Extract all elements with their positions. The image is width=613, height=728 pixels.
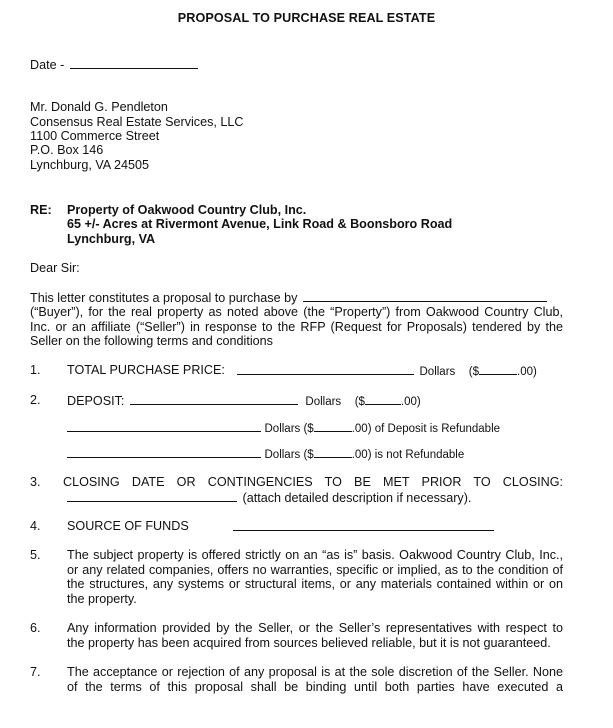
not-refundable-amount-blank[interactable] — [314, 446, 352, 458]
item-5-line-2: or any related companies, offers no warranties, specific or implied, as to the condition of — [67, 563, 563, 577]
intro-line-1 — [30, 290, 547, 306]
recipient-street: 1100 Commerce Street — [30, 129, 160, 143]
closing-date-blank[interactable] — [67, 490, 237, 502]
deposit-words-blank[interactable] — [130, 393, 298, 405]
date-blank[interactable] — [70, 57, 198, 69]
intro-line-1-text: This letter constitutes a proposal to purchase by — [30, 291, 298, 305]
item-3-note: (attach detailed description if necessary). — [242, 491, 472, 505]
item-6-line-1: Any information provided by the Seller, or the Seller’s representatives with respect to — [67, 621, 563, 635]
item-2-paren-close: .00) — [400, 396, 421, 408]
intro-line-3: Inc. or an affiliate (“Seller”) in response to the RFP (Request for Proposals) tendered by the — [30, 320, 563, 334]
salutation: Dear Sir: — [30, 261, 80, 275]
item-7-line-2: of the terms of this proposal shall be binding until both parties have executed a — [67, 680, 563, 694]
recipient-city: Lynchburg, VA 24505 — [30, 158, 150, 172]
item-4-field — [233, 519, 494, 535]
intro-line-4: Seller on the following terms and conditions — [30, 334, 273, 348]
intro-line-2: (“Buyer”), for the real property as noted above (the “Property”) from Oakwood Country Club, — [30, 305, 563, 319]
item-1-label: TOTAL PURCHASE PRICE: — [67, 363, 225, 377]
re-line-3: Lynchburg, VA — [67, 232, 156, 246]
recipient-name: Mr. Donald G. Pendleton — [30, 100, 168, 114]
item-1-fields — [237, 363, 537, 380]
item-6-line-2: the property has been acquired from sources believed reliable, but it is not guaranteed. — [67, 636, 551, 650]
date-line — [30, 57, 198, 73]
refundable-dollars-label: Dollars ($ — [264, 423, 314, 435]
deposit-amount-blank[interactable] — [365, 393, 401, 405]
re-line-2: 65 +/- Acres at Rivermont Avenue, Link Road & Boonsboro Road — [67, 217, 453, 231]
item-5-number: 5. — [30, 548, 41, 562]
item-5-line-3: the structures, any systems or structural items, or any materials contained within or on — [67, 577, 563, 591]
re-line-1: Property of Oakwood Country Club, Inc. — [67, 203, 307, 217]
recipient-po-box: P.O. Box 146 — [30, 143, 104, 157]
item-7-number: 7. — [30, 665, 41, 679]
item-4-number: 4. — [30, 519, 41, 533]
item-5-line-4: the property. — [67, 592, 137, 606]
item-4-label: SOURCE OF FUNDS — [67, 519, 189, 533]
not-refundable-words-blank[interactable] — [67, 446, 261, 458]
purchase-price-words-blank[interactable] — [237, 363, 414, 375]
re-label: RE: — [30, 203, 52, 217]
source-of-funds-blank[interactable] — [233, 519, 494, 531]
refundable-line — [67, 420, 500, 437]
item-1-paren-open: ($ — [468, 366, 480, 378]
recipient-company: Consensus Real Estate Services, LLC — [30, 115, 244, 129]
item-1-number: 1. — [30, 363, 41, 377]
item-3-label-wrap — [63, 475, 563, 490]
date-label: Date - — [30, 58, 65, 72]
item-5-line-1: The subject property is offered strictly on an “as is” basis. Oakwood Country Club, Inc., — [67, 548, 563, 562]
item-2-paren-open: ($ — [354, 396, 365, 408]
item-2-number: 2. — [30, 393, 41, 407]
item-2-dollars-label: Dollars — [305, 396, 342, 408]
item-7-line-1: The acceptance or rejection of any proposal is at the sole discretion of the Seller. None — [67, 665, 563, 679]
item-2-label — [67, 393, 421, 410]
not-refundable-dollars-label: Dollars ($ — [264, 449, 314, 461]
item-2-label-text: DEPOSIT: — [67, 394, 125, 408]
item-3-line-2 — [67, 490, 471, 506]
page-title: PROPOSAL TO PURCHASE REAL ESTATE — [177, 11, 436, 25]
not-refundable-line — [67, 446, 464, 463]
refundable-words-blank[interactable] — [67, 420, 261, 432]
item-1-paren-close: .00) — [517, 366, 537, 378]
item-3-label: CLOSING DATE OR CONTINGENCIES TO BE MET PRIOR TO CLOSING: — [63, 475, 563, 489]
item-3-number: 3. — [30, 475, 41, 489]
refundable-amount-blank[interactable] — [314, 420, 352, 432]
buyer-name-blank[interactable] — [303, 290, 547, 302]
item-6-number: 6. — [30, 621, 41, 635]
refundable-text: .00) of Deposit is Refundable — [351, 423, 501, 435]
item-1-dollars-label: Dollars — [419, 366, 456, 378]
purchase-price-amount-blank[interactable] — [479, 363, 517, 375]
not-refundable-text: .00) is not Refundable — [351, 449, 465, 461]
